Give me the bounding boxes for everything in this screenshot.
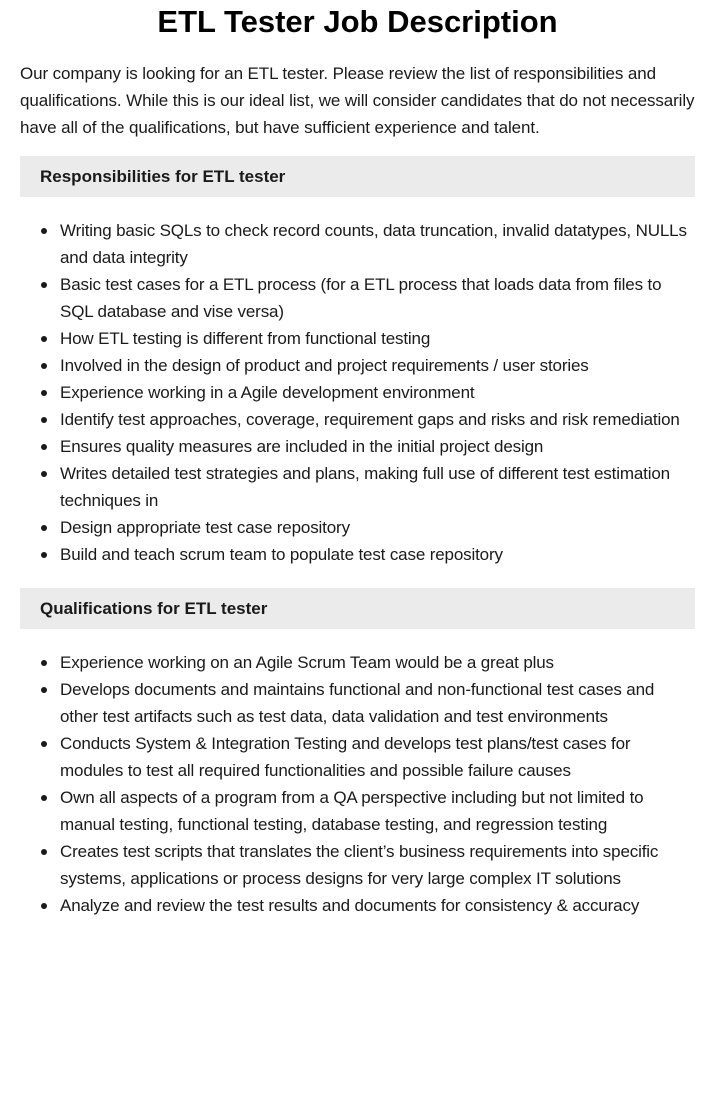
bullet-icon	[41, 417, 47, 423]
list-item: Identify test approaches, coverage, requirement gaps and risks and risk remediation	[60, 406, 695, 433]
list-item: Conducts System & Integration Testing and develops test plans/test cases for modules to test all required functionalities and possible failure causes	[60, 730, 695, 784]
bullet-icon	[41, 552, 47, 558]
bullet-icon	[41, 444, 47, 450]
list-item: Analyze and review the test results and documents for consistency & accuracy	[60, 892, 695, 919]
bullet-icon	[41, 525, 47, 531]
intro-paragraph: Our company is looking for an ETL tester. Please review the list of responsibilities and qualifications. While this is our ideal list, we will consider candidates that do not necessarily have all of the qualifications, but have sufficient experience and talent.	[20, 64, 695, 137]
bullet-icon	[41, 795, 47, 801]
list-item: Ensures quality measures are included in the initial project design	[60, 433, 695, 460]
list-item: Build and teach scrum team to populate test case repository	[60, 541, 695, 568]
list-item: Develops documents and maintains functional and non-functional test cases and other test artifacts such as test data, data validation and test environments	[60, 676, 695, 730]
list-item: How ETL testing is different from functional testing	[60, 325, 695, 352]
section-heading-qualifications: Qualifications for ETL tester	[20, 588, 695, 629]
bullet-icon	[41, 741, 47, 747]
bullet-icon	[41, 660, 47, 666]
section-heading-responsibilities: Responsibilities for ETL tester	[20, 156, 695, 197]
list-item: Writes detailed test strategies and plans, making full use of different test estimation techniques in	[60, 460, 695, 514]
bullet-icon	[41, 471, 47, 477]
bullet-icon	[41, 390, 47, 396]
responsibilities-list	[20, 217, 695, 568]
list-item: Creates test scripts that translates the client’s business requirements into specific systems, applications or process designs for very large complex IT solutions	[60, 838, 695, 892]
list-item: Writing basic SQLs to check record counts, data truncation, invalid datatypes, NULLs and data integrity	[60, 217, 695, 271]
list-item: Own all aspects of a program from a QA perspective including but not limited to manual testing, functional testing, database testing, and regression testing	[60, 784, 695, 838]
list-item: Involved in the design of product and project requirements / user stories	[60, 352, 695, 379]
list-item: Design appropriate test case repository	[60, 514, 695, 541]
bullet-icon	[41, 363, 47, 369]
list-item: Experience working on an Agile Scrum Team would be a great plus	[60, 649, 695, 676]
responsibilities-section	[20, 156, 695, 568]
qualifications-section	[20, 588, 695, 919]
bullet-icon	[41, 903, 47, 909]
bullet-icon	[41, 336, 47, 342]
bullet-icon	[41, 228, 47, 234]
section-spacer	[20, 568, 695, 573]
bullet-icon	[41, 849, 47, 855]
bullet-icon	[41, 282, 47, 288]
list-item: Experience working in a Agile development environment	[60, 379, 695, 406]
list-item: Basic test cases for a ETL process (for a ETL process that loads data from files to SQL database and vise versa)	[60, 271, 695, 325]
page-title: ETL Tester Job Description	[157, 4, 558, 39]
qualifications-list	[20, 649, 695, 919]
bullet-icon	[41, 687, 47, 693]
